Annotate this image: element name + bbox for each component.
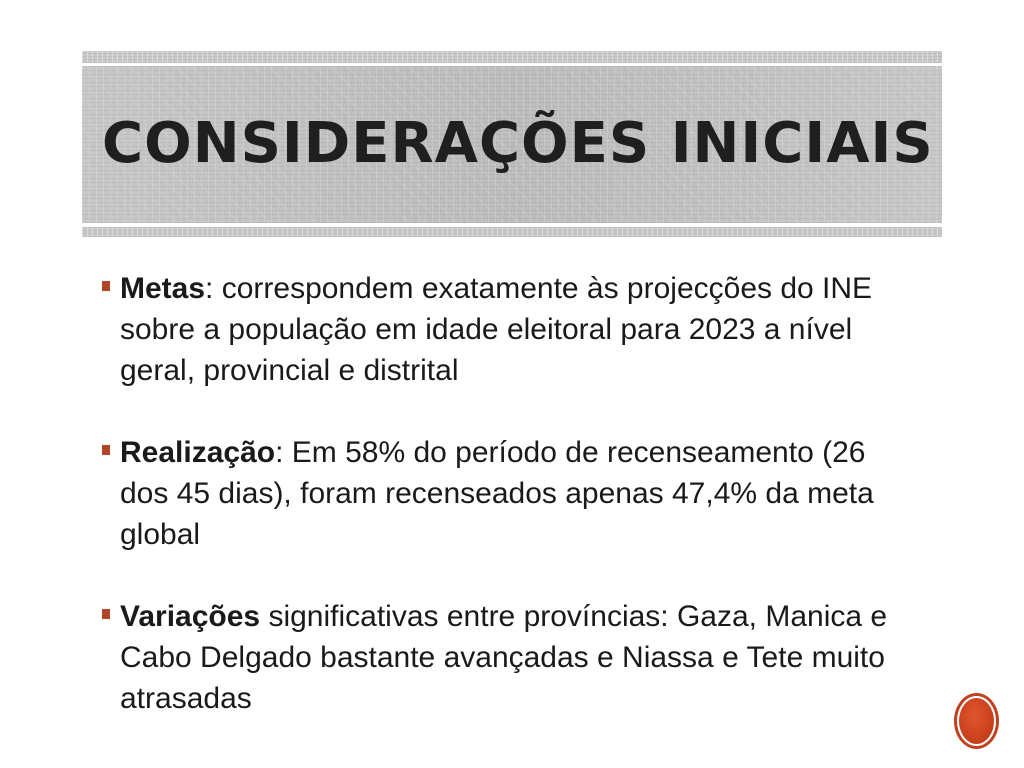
slide-title: CONSIDERAÇÕES INICIAIS xyxy=(102,111,934,176)
bullet-label: Realização xyxy=(120,436,276,469)
title-band-bottom xyxy=(82,227,942,237)
bullet-list xyxy=(100,268,920,719)
square-bullet-icon xyxy=(102,445,110,455)
bullet-item-variacoes xyxy=(100,596,920,719)
bullet-label: Variações xyxy=(120,600,261,633)
bullet-text: : Em 58% do período de recenseamento (26 dos 45 dias), foram recenseados apenas 47,4% da meta global xyxy=(120,436,874,551)
bullet-item-metas xyxy=(100,268,920,391)
square-bullet-icon xyxy=(102,281,110,291)
bullet-item-realizacao xyxy=(100,432,920,555)
bullet-text: significativas entre províncias: Gaza, Manica e Cabo Delgado bastante avançadas e Niassa e Tete muito atrasadas xyxy=(120,600,888,715)
bullet-label: Metas xyxy=(120,272,206,305)
bullet-text: : correspondem exatamente às projecções do INE sobre a população em idade eleitoral para 2023 a nível geral, provincial e distrital xyxy=(120,272,873,387)
title-band-top xyxy=(82,51,942,63)
circle-nav-icon[interactable] xyxy=(957,696,996,746)
square-bullet-icon xyxy=(102,609,110,619)
